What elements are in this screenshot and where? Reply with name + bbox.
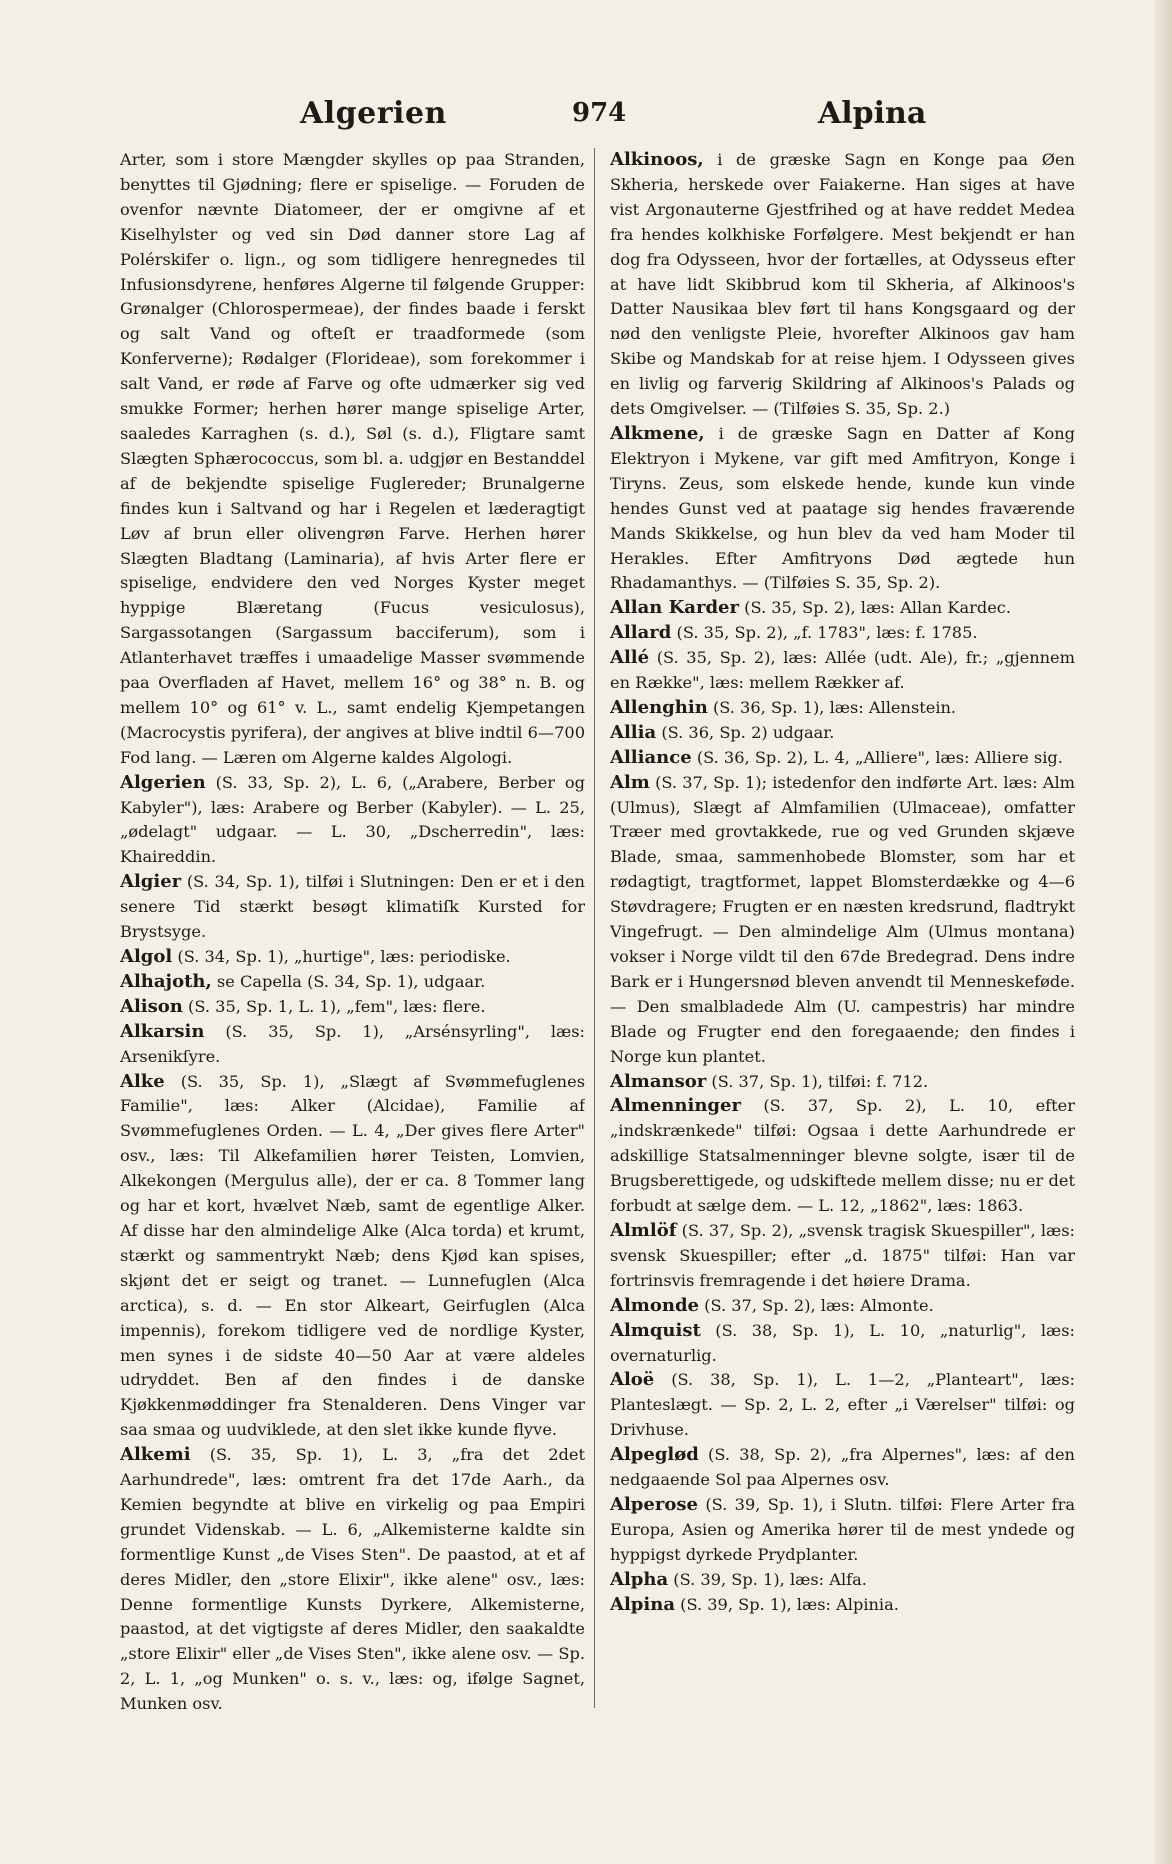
page-number: 974 [572,98,627,128]
header-right-guideword: Alpina [818,96,927,131]
entry-headword: Alpeglød [610,1444,699,1466]
dictionary-entry [610,1493,1075,1568]
entry-headword: Alperose [610,1493,698,1515]
entry-text: (S. 39, Sp. 1), i Slutn. tilføi: Flere Arter fra Europa, Asien og Amerika hører til de mest yndede og hyppigst dyrkede Prydplanter. [610,1494,1075,1564]
right-entries [610,148,1075,1617]
entry-text: (S. 35, Sp. 2), læs: Allan Kardec. [744,598,1011,618]
page-edge-shadow [1154,0,1172,1864]
dictionary-entry [610,621,1075,646]
dictionary-entry [610,771,1075,1070]
entry-text: (S. 35, Sp. 1), L. 3, „fra det 2det Aarhundrede", læs: omtrent fra det 17de Aarh., da Kemien begyndte at blive en virkelig og paa Empiri grundet Videnskab. — L. 6, „Alkemisterne kaldte sin formentlige Kunst „de Vises Sten". De paastod, at et af deres Midler, den „store Elixir", ikke alene" osv., læs: Denne formentlige Kunsts Dyrkere, Alkemisterne, paastod, at det vigtigste af deres Midler, den saakaldte „store Elixir" eller „de Vises Sten", ikke alene osv. — Sp. 2, L. 1, „og Munken" o. s. v., læs: og, ifølge Sagnet, Munken osv. [120,1445,585,1714]
entry-headword: Aloë [610,1369,655,1391]
entry-headword: Alm [610,771,650,793]
entry-text: (S. 37, Sp. 1), tilføi: f. 712. [711,1071,929,1091]
left-column [120,148,585,1838]
dictionary-entry [610,1593,1075,1618]
dictionary-entry [120,1443,585,1717]
entry-text: (S. 36, Sp. 1), læs: Allenstein. [712,697,957,717]
dictionary-entry [610,422,1075,596]
dictionary-entry [610,1443,1075,1493]
entry-headword: Algerien [120,771,206,793]
dictionary-entry [120,945,585,970]
dictionary-entry [610,596,1075,621]
entry-headword: Alke [120,1070,165,1092]
entry-text: (S. 37, Sp. 2), L. 10, efter „indskrænkede" tilføi: Ogsaa i dette Aarhundrede er adskillige Statsalmenninger blevne solgte, især til de Brugsberettigede, og udskiftede mellem disse; nu er det forbudt at sælge dem. — L. 12, „1862", læs: 1863. [610,1096,1075,1216]
entry-text: (S. 36, Sp. 2), L. 4, „Alliere", læs: Alliere sig. [696,747,1063,767]
entry-text: se Capella (S. 34, Sp. 1), udgaar. [216,971,486,991]
entry-headword: Algier [120,871,182,893]
entry-text: (S. 37, Sp. 1); istedenfor den indførte Art. læs: Alm (Ulmus), Slægt af Almfamilien (Ulmaceae), omfatter Træer med grovtakkede, rue og ved Grunden skjæve Blade, smaa, sammenhobede Blomster, som har et rødagtigt, tragtformet, lappet Blomsterdække og 4—6 Støvdragere; Frugten er en næsten kredsrund, fladtrykt Vingefrugt. — Den almindelige Alm (Ulmus montana) vokser i Norge vildt til den 67de Bredegrad. Dens indre Bark er i Hungersnød bleven anvendt til Menneskeføde. — Den smalbladede Alm (U. campestris) har mindre Blade og Frugter end den foregaaende; den findes i Norge kun plantet. [610,772,1075,1066]
entry-text: (S. 33, Sp. 2), L. 6, („Arabere, Berber og Kabyler"), læs: Arabere og Berber (Kabyler). — L. 25, „ødelagt" udgaar. — L. 30, „Dscherredin", læs: Khaireddin. [120,772,585,867]
entry-headword: Allenghin [610,696,708,718]
entry-headword: Almonde [610,1294,699,1316]
entry-headword: Allé [610,647,650,669]
entry-headword: Alkarsin [120,1020,205,1042]
continuation-text: Arter, som i store Mængder skylles op paa Stranden, benyttes til Gjødning; flere er spiselige. — Foruden de ovenfor nævnte Diatomeer, der er omgivne af et Kiselhylster og ved sin Død danner store Lag af Polérskifer o. lign., og som tidligere henregnedes til Infusionsdyrene, henføres Algerne til følgende Grupper: Grønalger (Chlorospermeae), der findes baade i ferskt og salt Vand og ofteſt er traadformede (som Konferverne); Rødalger (Florideae), som forekommer i salt Vand, er røde af Farve og ofte udmærker sig ved smukke Former; herhen hører mange spiselige Arter, saaledes Karraghen (s. d.), Søl (s. d.), Fligtare samt Slægten Sphærococcus, som bl. a. udgjør en Bestanddel af de bekjendte spiselige Fuglereder; Brunalgerne findes kun i Saltvand og har i Regelen et læderagtigt Løv af brun eller olivengrøn Farve. Herhen hører Slægten Bladtang (Laminaria), af hvis Arter flere er spiselige, endvidere den ved Norges Kyster meget hyppige Blæretang (Fucus vesiculosus), Sargassotangen (Sargassum bacciferum), som i Atlanterhavet træffes i umaadelige Masser svømmende paa Overfladen af Havet, mellem 16° og 38° n. B. og mellem 10° og 61° v. L., samt endelig Kjempetangen (Macrocystis pyrifera), der angives at blive indtil 6—700 Fod lang. — Læren om Algerne kaldes Algologi. [120,150,585,767]
entry-headword: Almenninger [610,1095,741,1117]
dictionary-entry [610,1368,1075,1443]
entry-headword: Alkmene, [610,422,705,444]
entry-headword: Almlöf [610,1219,677,1241]
entry-headword: Alhajoth, [120,970,212,992]
entry-headword: Allia [610,721,657,743]
entry-text: (S. 38, Sp. 1), L. 1—2, „Planteart", læs: Planteslægt. — Sp. 2, L. 2, efter „i Værelser" tilføi: og Drivhuse. [610,1370,1075,1440]
column-divider [594,148,595,1708]
header-left-guideword: Algerien [300,96,447,131]
dictionary-entry [120,995,585,1020]
dictionary-entry [610,1319,1075,1369]
entry-text: i de græske Sagn en Datter af Kong Elektryon i Mykene, var gift med Amfitryon, Konge i Tiryns. Zeus, som elskede hende, kunde kun vinde hendes Gunst ved at paatage sig hendes fraværende Mands Skikkelse, og hun blev da ved ham Moder til Herakles. Efter Amfitryons Død ægtede hun Rhadamanthys. — (Tilføies S. 35, Sp. 2). [610,423,1075,593]
dictionary-entry [120,870,585,945]
entry-headword: Algol [120,946,173,967]
dictionary-entry [610,1070,1075,1095]
page-header [0,96,1172,136]
dictionary-entry [120,1020,585,1070]
dictionary-entry [120,970,585,995]
dictionary-entry [610,721,1075,746]
entry-headword: Alpha [610,1568,669,1590]
entry-headword: Alkinoos, [610,149,704,170]
entry-headword: Almquist [610,1319,701,1341]
left-entries [120,771,585,1717]
entry-text: (S. 38, Sp. 2), „fra Alpernes", læs: af den nedgaaende Sol paa Alpernes osv. [610,1445,1075,1490]
dictionary-entry [610,1094,1075,1219]
entry-text: (S. 34, Sp. 1), tilføi i Slutningen: Den er et i den senere Tid stærkt besøgt klimatiſk Kursted for Brystsyge. [120,872,585,942]
dictionary-entry [120,771,585,871]
entry-text: (S. 35, Sp. 1, L. 1), „fem", læs: flere. [188,996,486,1016]
dictionary-entry [610,696,1075,721]
entry-text: i de græske Sagn en Konge paa Øen Skheria, herskede over Faiakerne. Han siges at have vist Argonauterne Gjestfrihed og at have reddet Medea fra hendes kolkhiske Forfølgere. Mest bekjendt er han dog fra Odysseen, hvor der fortælles, at Odysseus efter at have lidt Skibbrud kom til Skheria, af Alkinoos's Datter Nausikaa blev ført til hans Kongsgaard og der nød den venligste Pleie, hvorefter Alkinoos gav ham Skibe og Mandskab for at reise hjem. I Odysseen gives en livlig og farverig Skildring af Alkinoos's Palads og dets Omgivelser. — (Tilføies S. 35, Sp. 2.) [610,150,1075,419]
dictionary-entry [120,1070,585,1444]
entry-headword: Alison [120,995,183,1017]
entry-text: (S. 37, Sp. 2), læs: Almonte. [704,1295,934,1315]
entry-text: (S. 36, Sp. 2) udgaar. [661,722,835,742]
entry-headword: Alpina [610,1593,675,1615]
entry-headword: Allan Karder [610,597,739,619]
dictionary-entry [610,1294,1075,1319]
entry-text: (S. 35, Sp. 1), „Slægt af Svømmefuglenes Familie", læs: Alker (Alcidae), Familie af Svømmefuglenes Orden. — L. 4, „Der gives flere Arter" osv., læs: Til Alkefamilien hører Teisten, Lomvien, Alkekongen (Mergulus alle), der er ca. 8 Tommer lang og har et kort, hvælvet Næb, samt de egentlige Alker. Af disse har den almindelige Alke (Alca torda) et krumt, stærkt og sammentrykt Næb; dens Kjød kan spises, skjønt det er seigt og tranet. — Lunnefuglen (Alca arctica), s. d. — En stor Alkeart, Geirfuglen (Alca impennis), forekom tidligere ved de nordlige Kyster, men synes i de sidste 40—50 Aar at være aldeles udryddet. Ben af den findes i de danske Kjøkkenmøddinger fra Stenalderen. Dens Vinger var saa smaa og uudviklede, at den slet ikke kunde flyve. [120,1071,585,1440]
entry-text: (S. 39, Sp. 1), læs: Alfa. [673,1569,867,1589]
entry-headword: Alliance [610,746,692,768]
dictionary-entry [610,148,1075,422]
entry-text: (S. 35, Sp. 2), „f. 1783", læs: f. 1785. [676,623,978,643]
dictionary-entry [610,1568,1075,1593]
entry-headword: Alkemi [120,1444,191,1466]
entry-text: (S. 35, Sp. 2), læs: Allée (udt. Ale), fr.; „gjennem en Række", læs: mellem Rækker af. [610,648,1075,693]
entry-text: (S. 34, Sp. 1), „hurtige", læs: periodiske. [177,947,511,966]
entry-headword: Allard [610,622,672,644]
entry-text: (S. 37, Sp. 2), „svensk tragisk Skuespiller", læs: svensk Skuespiller; efter „d. 1875" tilføi: Han var fortrinsvis fremragende i det høiere Drama. [610,1220,1075,1290]
dictionary-entry [610,746,1075,771]
entry-text: (S. 35, Sp. 1), „Arsénsyrling", læs: Arsenikſyre. [120,1021,585,1066]
dictionary-entry [610,646,1075,696]
entry-headword: Almansor [610,1070,707,1092]
right-column [610,148,1075,1838]
entry-text: (S. 38, Sp. 1), L. 10, „naturlig", læs: overnaturlig. [610,1320,1075,1365]
entry-text: (S. 39, Sp. 1), læs: Alpinia. [680,1594,899,1614]
dictionary-entry [610,1219,1075,1294]
